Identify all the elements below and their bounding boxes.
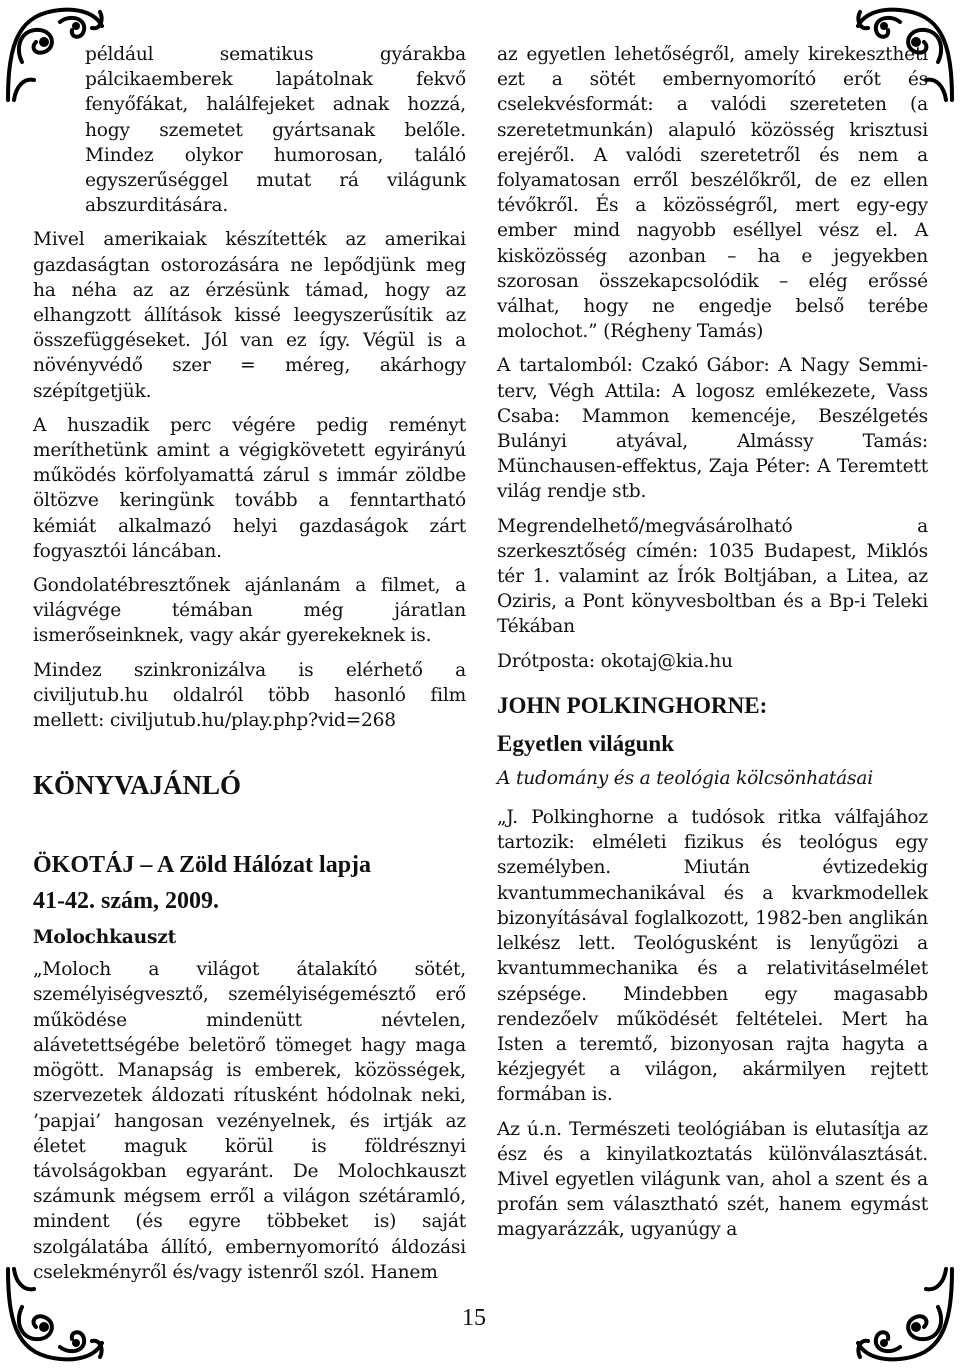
paragraph-civiljutub: Mindez szinkronizálva is elérhető a civiljutub.hu oldalról több hasonló film mellett: civiljutub.hu/play.php?vid=268 [33, 659, 466, 732]
paragraph-community: az egyetlen lehetőségről, amely kirekesztheti ezt a sötét embernyomorító erőt és cselekvésformát: a valódi szereteten (a szeretetmunkán) alapuló közösség krisztusi erejéről. A valódi szeretetről és nem a folyamatosan erről beszélőkről, de ez ellen tévőkről. És a közösségről, mert egy-egy ember mind nagyobb eséllyel vész el. A kisközösség azonban – ha e jegyekben szorosan összekapcsolódik – elég erőssé válhat, hogy ne engedje belső terébe molochot.” (Régheny Tamás) [497, 44, 928, 343]
book-title-heading: Egyetlen világunk [497, 730, 675, 756]
paragraph-intro: például sematikus gyárakba pálcikaemberek lapátolnak fekvő fenyőfákat, halálfejeket adnak hozzá, hogy szemetet gyártsanak belőle. Mindez olykor humorosan, találó egyszerűséggel mutat rá világunk abszurditására. [85, 44, 466, 217]
paragraph-contents: A tartalomból: Czakó Gábor: A Nagy Semmi-terv, Végh Attila: A logosz emlékezete, Vass Csaba: Mammon kemencéje, Beszélgetés Bulányi atyával, Almássy Tamás: Münchausen-effektus, Zaja Péter: A Teremtett világ rendje stb. [497, 355, 928, 503]
paragraph-recommendation: Gondolatébresztőnek ajánlanám a filmet, a világvége témában még járatlan ismerőseinknek, vagy akár gyerekeknek is. [33, 575, 466, 647]
paragraph-moloch: „Moloch a világot átalakító sötét, személyiségvesztő, személyiségemésztő erő működése mindenütt névtelen, alávetettségébe beletörő tömeget hagy maga mögött. Manapság is emberek, közösségek, szervezetek áldozati rítusként hódolnak neki, ’papjai’ hangosan vezényelnek, és irtják az életet maguk körül is földrésznyi távolságokban egyaránt. De Molochkauszt számunk mégsem erről a világon szétáramló, mindent (és egyre többeket is) saját szolgálatába állító, embernyomorító áldozási cselekményről és/vagy istenről szól. Hanem [33, 959, 466, 1283]
section-heading-konyvajanlo: KÖNYVAJÁNLÓ [33, 770, 242, 801]
left-column [33, 42, 466, 1285]
book-subtitle: A tudomány és a teológia kölcsönhatásai [497, 767, 874, 789]
corner-ornament-bottom-right-icon [850, 1259, 960, 1369]
paragraph-email: Drótposta: okotaj@kia.hu [497, 650, 733, 672]
paragraph-polkinghorne: „J. Polkinghorne a tudósok ritka válfajához tartozik: elméleti fizikus és teológus egy személyben. Miután évtizedekig kvantummechanikával és a kvarkmodellek bizonyításával foglalkozott, 1982-ben anglikán lelkész lett. Teológusként is lenyűgözi a kvantummechanika és a relativitáselmélet szépsége. Mindebben egy magasabb rendezőelv működését feltételei. Mert ha Isten a teremtő, bizonyosan rajta hagyta a kézjegyét a világon, akármilyen rejtett formában is. [497, 807, 928, 1106]
paragraph-twentieth-minute: A huszadik perc végére pedig reményt meríthetünk amint a végigkövetett egyirányú működés körfolyamattá zárul s immár zöldbe öltözve keringünk tovább a fenntartható kémiát alkalmazó helyi gazdaságok zárt fogyasztói láncában. [33, 414, 466, 562]
page-number: 15 [462, 1305, 486, 1331]
book-author-heading: JOHN POLKINGHORNE: [497, 692, 768, 718]
issue-theme-heading: Molochkauszt [33, 927, 176, 949]
paragraph-american: Mivel amerikaiak készítették az amerikai gazdaságtan ostorozására ne lepődjünk meg ha néha az az érzésünk támad, hogy az elhangzott állítások kissé leegyszerűsítik az összefüggéseket. Jól van ez így. Végül is a növényvédő szer = méreg, akárhogy szépítgetjük. [33, 229, 466, 402]
magazine-title: ÖKOTÁJ – A Zöld Hálózat lapja [33, 852, 372, 879]
right-column [497, 42, 928, 1243]
paragraph-ordering: Megrendelhető/megvásárolható a szerkesztőség címén: 1035 Budapest, Miklós tér 1. valamint az Írók Boltjában, a Litea, az Oziris, a Pont könyvesboltban és a Bp-i Teleki Tékában [497, 515, 928, 638]
paragraph-natural-theology: Az ú.n. Természeti teológiában is elutasítja az ész és a kinyilatkoztatás különválasztását. Mivel egyetlen világunk van, ahol a szent és a profán sem választható szét, hanem egymást magyarázzák, ugyanúgy a [497, 1118, 928, 1241]
magazine-issue: 41-42. szám, 2009. [33, 888, 219, 915]
